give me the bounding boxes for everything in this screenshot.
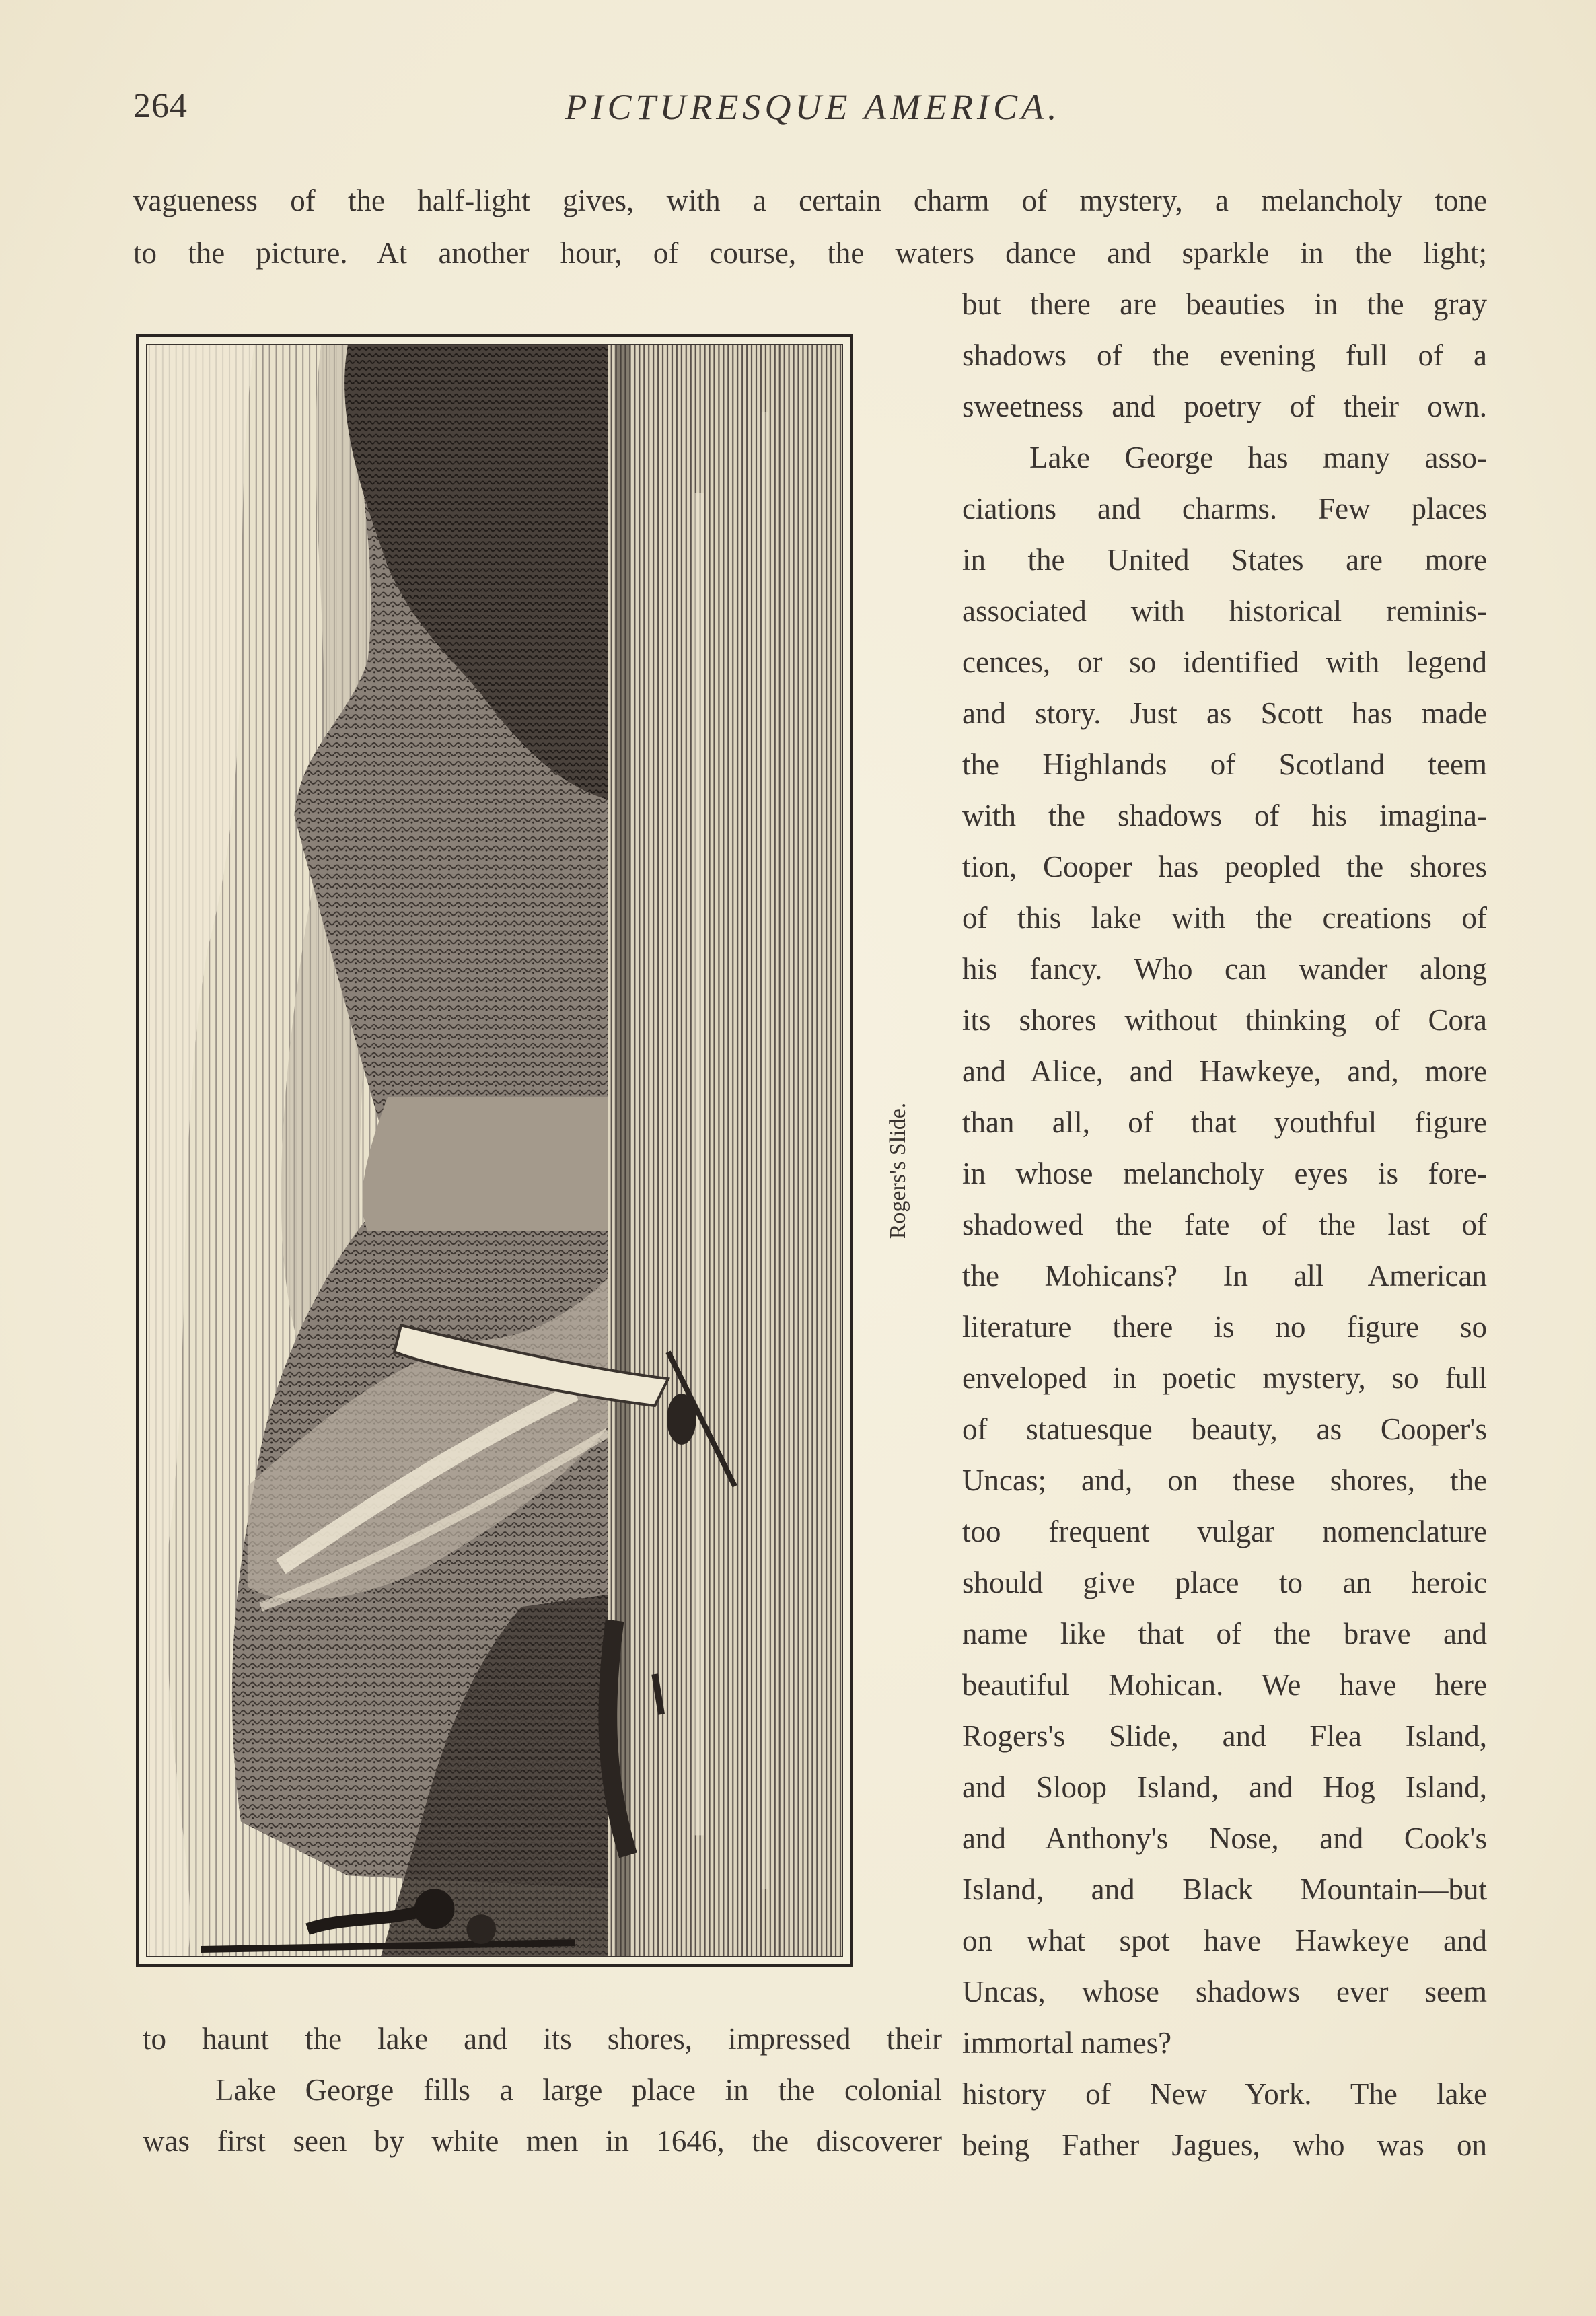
text-line: associated with historical reminis- bbox=[962, 594, 1487, 628]
text-line: on what spot have Hawkeye and bbox=[962, 1924, 1487, 1957]
page-header bbox=[133, 86, 1492, 140]
text-line: his fancy. Who can wander along bbox=[962, 952, 1487, 986]
page-number: 264 bbox=[133, 87, 188, 125]
text-line: of statuesque beauty, as Cooper's bbox=[962, 1412, 1487, 1446]
text-line: history of New York. The lake bbox=[962, 2077, 1487, 2111]
text-line: of this lake with the creations of bbox=[962, 901, 1487, 935]
text-line: enveloped in poetic mystery, so full bbox=[962, 1361, 1487, 1395]
text-line: in the United States are more bbox=[962, 543, 1487, 577]
text-line: the Mohicans? In all American bbox=[962, 1259, 1487, 1293]
paragraph-start-line: Lake George fills a large place in the colonial bbox=[215, 2073, 942, 2107]
text-line: than all, of that youthful figure bbox=[962, 1106, 1487, 1139]
text-line: and Alice, and Hawkeye, and, more bbox=[962, 1054, 1487, 1088]
paragraph-start-line: Lake George has many asso- bbox=[1029, 441, 1487, 474]
text-line: the Highlands of Scotland teem bbox=[962, 748, 1487, 781]
text-line: in whose melancholy eyes is fore- bbox=[962, 1157, 1487, 1190]
text-line: Uncas; and, on these shores, the bbox=[962, 1463, 1487, 1497]
text-line: should give place to an heroic bbox=[962, 1566, 1487, 1599]
text-line: too frequent vulgar nomenclature bbox=[962, 1515, 1487, 1548]
text-line: was first seen by white men in 1646, the discoverer bbox=[143, 2124, 942, 2158]
text-line: and Sloop Island, and Hog Island, bbox=[962, 1770, 1487, 1804]
text-line: shadows of the evening full of a bbox=[962, 338, 1487, 372]
text-line: name like that of the brave and bbox=[962, 1617, 1487, 1651]
text-line: ciations and charms. Few places bbox=[962, 492, 1487, 526]
text-line: beautiful Mohican. We have here bbox=[962, 1668, 1487, 1702]
text-line: to the picture. At another hour, of course, the waters dance and sparkle in the light; bbox=[133, 236, 1487, 270]
engraving-illustration bbox=[136, 334, 853, 1967]
text-line: with the shadows of his imagina- bbox=[962, 799, 1487, 832]
text-line: cences, or so identified with legend bbox=[962, 645, 1487, 679]
text-line: literature there is no figure so bbox=[962, 1310, 1487, 1344]
text-line: and story. Just as Scott has made bbox=[962, 696, 1487, 730]
figure-caption-text: Rogers's Slide. bbox=[885, 1102, 910, 1239]
text-line: its shores without thinking of Cora bbox=[962, 1003, 1487, 1037]
figure-caption bbox=[868, 1083, 929, 1258]
text-line: immortal names? bbox=[962, 2026, 1172, 2060]
text-line: tion, Cooper has peopled the shores bbox=[962, 850, 1487, 883]
text-line: and Anthony's Nose, and Cook's bbox=[962, 1821, 1487, 1855]
text-line: being Father Jagues, who was on bbox=[962, 2128, 1487, 2162]
text-line: Uncas, whose shadows ever seem bbox=[962, 1975, 1487, 2009]
text-line: vagueness of the half-light gives, with a certain charm of mystery, a melancholy tone bbox=[133, 184, 1487, 217]
text-line: to haunt the lake and its shores, impressed their bbox=[143, 2022, 942, 2056]
text-line: Rogers's Slide, and Flea Island, bbox=[962, 1719, 1487, 1753]
engraving-frame bbox=[146, 344, 843, 1957]
text-line: but there are beauties in the gray bbox=[962, 287, 1487, 321]
running-title: PICTURESQUE AMERICA. bbox=[565, 87, 1061, 127]
text-line: Island, and Black Mountain—but bbox=[962, 1873, 1487, 1906]
text-line: shadowed the fate of the last of bbox=[962, 1208, 1487, 1241]
engraving-artwork bbox=[147, 345, 842, 1956]
text-line: sweetness and poetry of their own. bbox=[962, 390, 1487, 423]
